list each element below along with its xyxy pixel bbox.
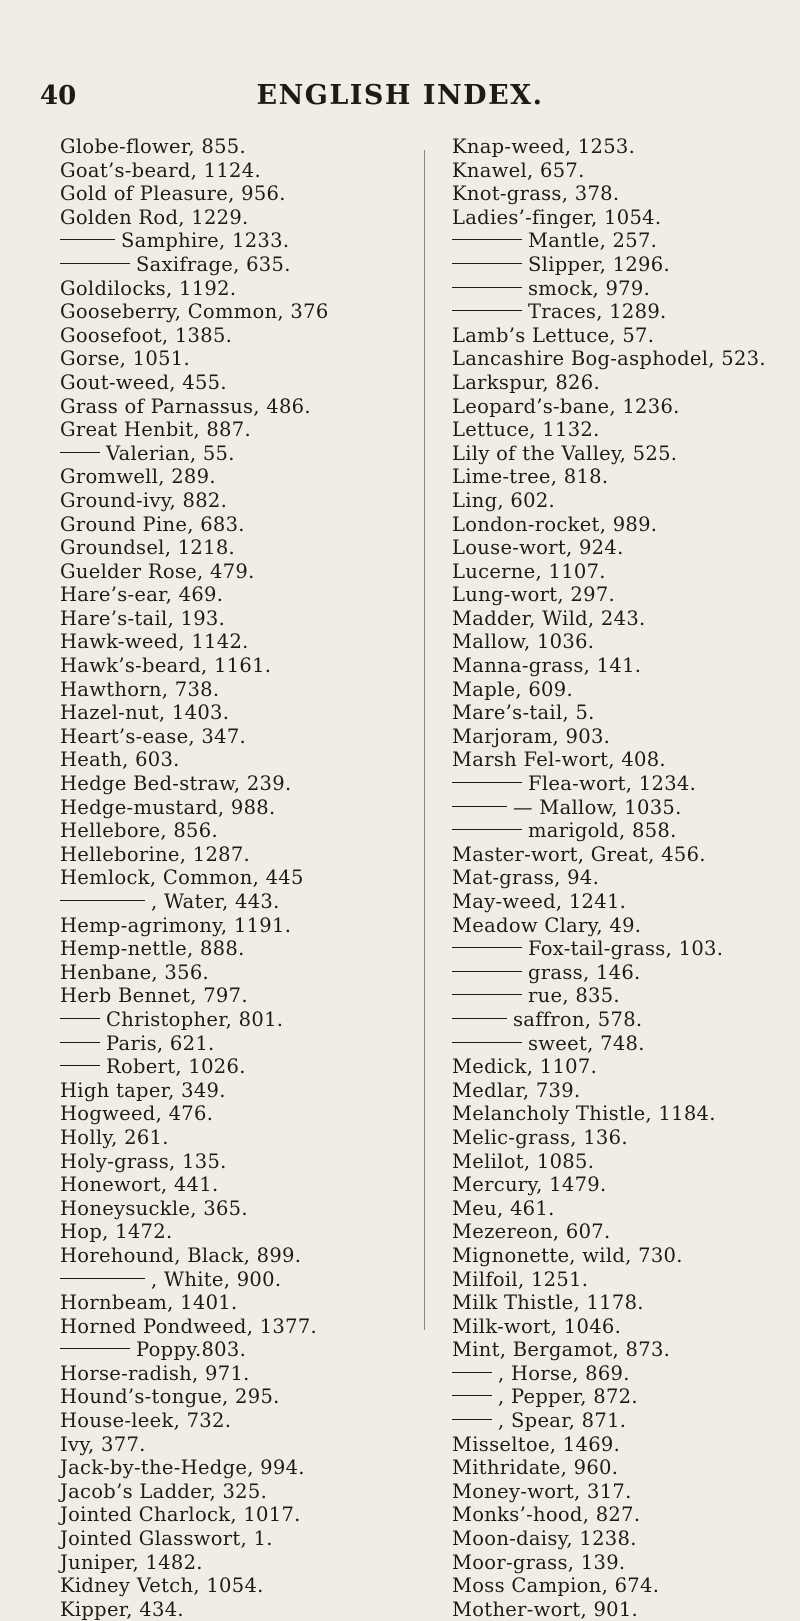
index-entry [60, 1598, 400, 1621]
index-entry [452, 1527, 797, 1551]
ditto-dash [452, 806, 507, 807]
index-entry-text: High taper, 349. [60, 1078, 226, 1102]
index-entry-text: Marjoram, 903. [452, 724, 611, 748]
index-entry-text: Flea-wort, 1234. [528, 772, 697, 796]
index-entry-text: Hemp-agrimony, 1191. [60, 913, 292, 937]
index-entry [60, 1503, 400, 1527]
index-entry [452, 206, 797, 230]
index-entry [452, 937, 797, 961]
index-entry [60, 1456, 400, 1480]
index-entry-text: Moon-daisy, 1238. [452, 1527, 637, 1551]
index-entry-text: , White, 900. [151, 1267, 282, 1291]
index-entry [452, 1456, 797, 1480]
index-entry [60, 418, 400, 442]
index-entry-text: May-weed, 1241. [452, 890, 627, 913]
ditto-dash [452, 1372, 492, 1373]
index-entry-text: saffron, 578. [513, 1007, 643, 1031]
index-entry-text: Herb Bennet, 797. [60, 984, 248, 1008]
index-entry-text: Melilot, 1085. [452, 1149, 595, 1173]
index-entry-text: smock, 979. [528, 276, 651, 300]
index-entry-text: Kidney Vetch, 1054. [60, 1574, 264, 1598]
index-entry-text: Moss Campion, 674. [452, 1574, 660, 1598]
ditto-dash [452, 1042, 522, 1043]
index-entry-text: Hemlock, Common, 445 [60, 866, 304, 890]
index-entry-text: Horned Pondweed, 1377. [60, 1314, 318, 1338]
index-entry-text: Ivy, 377. [60, 1432, 146, 1456]
index-entry [452, 1291, 797, 1315]
index-entry [452, 678, 797, 702]
index-entry [452, 725, 797, 749]
index-entry-text: Lime-tree, 818. [452, 465, 609, 489]
index-entry-text: — Mallow, 1035. [513, 795, 682, 819]
index-entry-text: Hare’s-ear, 469. [60, 583, 224, 607]
right-index-column [452, 135, 797, 1621]
index-entry [452, 300, 797, 324]
index-entry [452, 536, 797, 560]
ditto-dash [452, 971, 522, 972]
ditto-dash [452, 1018, 507, 1019]
index-entry-text: Louse-wort, 924. [452, 536, 624, 560]
index-entry [60, 1574, 400, 1598]
index-entry [452, 1268, 797, 1292]
index-entry-text: Leopard’s-bane, 1236. [452, 394, 680, 418]
index-entry [452, 1433, 797, 1457]
page-header [0, 78, 800, 118]
index-entry [60, 748, 400, 772]
index-entry-text: Fox-tail-grass, 103. [528, 937, 724, 961]
index-entry [452, 843, 797, 867]
ditto-dash [452, 782, 522, 783]
index-entry-text: Moor-grass, 139. [452, 1550, 626, 1574]
index-entry [60, 1338, 400, 1362]
index-entry [452, 819, 797, 843]
ditto-dash [452, 994, 522, 995]
index-entry [60, 937, 400, 961]
index-entry [452, 489, 797, 513]
index-entry [452, 914, 797, 938]
index-entry [452, 442, 797, 466]
left-index-column [60, 135, 400, 1621]
index-entry [452, 277, 797, 301]
index-entry [452, 1079, 797, 1103]
index-entry-text: House-leek, 732. [60, 1409, 232, 1433]
index-entry [60, 371, 400, 395]
index-entry-text: Milfoil, 1251. [452, 1267, 589, 1291]
index-entry-text: Holly, 261. [60, 1125, 169, 1149]
index-entry [60, 1032, 400, 1056]
index-entry-text: Knap-weed, 1253. [452, 135, 636, 158]
index-entry-text: Guelder Rose, 479. [60, 559, 255, 583]
index-entry [452, 654, 797, 678]
index-entry-text: Gout-weed, 455. [60, 370, 227, 394]
index-entry-text: London-rocket, 989. [452, 512, 658, 536]
index-entry [452, 1244, 797, 1268]
ditto-dash [452, 947, 522, 948]
index-entry [60, 135, 400, 159]
index-entry-text: Hemp-nettle, 888. [60, 937, 245, 961]
index-entry-text: Hop, 1472. [60, 1220, 173, 1244]
index-entry-text: Mezereon, 607. [452, 1220, 611, 1244]
index-entry-text: Honewort, 441. [60, 1173, 219, 1197]
index-entry-text: Gromwell, 289. [60, 465, 216, 489]
index-entry-text: , Spear, 871. [498, 1409, 627, 1433]
index-entry [452, 1362, 797, 1386]
index-entry-text: Mercury, 1479. [452, 1173, 607, 1197]
index-entry-text: Marsh Fel-wort, 408. [452, 748, 666, 772]
index-entry [60, 1197, 400, 1221]
index-entry [60, 489, 400, 513]
index-entry-text: Grass of Parnassus, 486. [60, 394, 311, 418]
index-entry-text: Hogweed, 476. [60, 1102, 214, 1126]
index-entry [60, 843, 400, 867]
index-entry [60, 630, 400, 654]
index-entry-text: Lamb’s Lettuce, 57. [452, 323, 655, 347]
page-number: 40 [40, 81, 77, 111]
column-divider [424, 150, 425, 1330]
index-entry-text: Traces, 1289. [528, 300, 667, 324]
index-entry [60, 654, 400, 678]
index-entry [452, 890, 797, 914]
index-entry [452, 1598, 797, 1621]
index-entry-text: Globe-flower, 855. [60, 135, 246, 158]
index-entry [60, 253, 400, 277]
index-entry-text: Mithridate, 960. [452, 1456, 619, 1480]
index-entry [452, 1032, 797, 1056]
index-entry-text: Gold of Pleasure, 956. [60, 182, 286, 206]
index-entry [452, 1150, 797, 1174]
index-entry-text: Hedge-mustard, 988. [60, 795, 276, 819]
index-entry-text: Honeysuckle, 365. [60, 1196, 248, 1220]
index-entry-text: Mantle, 257. [528, 229, 658, 253]
index-entry [60, 1433, 400, 1457]
index-entry-text: grass, 146. [528, 960, 641, 984]
index-entry [60, 1315, 400, 1339]
index-entry-text: Master-wort, Great, 456. [452, 842, 706, 866]
index-entry [452, 135, 797, 159]
index-entry-text: Lucerne, 1107. [452, 559, 606, 583]
index-entry-text: Mint, Bergamot, 873. [452, 1338, 671, 1362]
index-entry-text: Meadow Clary, 49. [452, 913, 642, 937]
index-entry-text: Ground Pine, 683. [60, 512, 245, 536]
index-entry-text: Mother-wort, 901. [452, 1597, 639, 1621]
index-entry-text: Robert, 1026. [106, 1055, 246, 1079]
index-entry-text: marigold, 858. [528, 819, 677, 843]
index-entry [60, 1008, 400, 1032]
index-entry-text: Hawk-weed, 1142. [60, 630, 249, 654]
index-entry [60, 229, 400, 253]
index-entry [452, 229, 797, 253]
index-entry-text: Paris, 621. [106, 1031, 215, 1055]
index-entry [452, 1173, 797, 1197]
index-entry-text: Hornbeam, 1401. [60, 1291, 238, 1315]
ditto-dash [452, 239, 522, 240]
index-entry-text: Meu, 461. [452, 1196, 555, 1220]
index-entry [452, 1338, 797, 1362]
index-entry [60, 442, 400, 466]
index-entry-text: Milk-wort, 1046. [452, 1314, 622, 1338]
index-entry-text: Valerian, 55. [106, 441, 235, 465]
index-entry [60, 1244, 400, 1268]
index-entry [60, 701, 400, 725]
index-entry [60, 1385, 400, 1409]
index-entry-text: Poppy.803. [136, 1338, 247, 1362]
index-entry [452, 701, 797, 725]
index-entry-text: Heart’s-ease, 347. [60, 724, 247, 748]
index-entry-text: Lung-wort, 297. [452, 583, 616, 607]
index-entry [452, 748, 797, 772]
index-entry-text: Slipper, 1296. [528, 252, 670, 276]
index-entry [60, 300, 400, 324]
index-entry-text: Monks’-hood, 827. [452, 1503, 641, 1527]
index-entry [60, 159, 400, 183]
index-entry [60, 513, 400, 537]
index-entry [60, 395, 400, 419]
index-entry [60, 1126, 400, 1150]
index-entry [60, 560, 400, 584]
index-entry-text: Groundsel, 1218. [60, 536, 236, 560]
index-entry-text: Lily of the Valley, 525. [452, 441, 678, 465]
index-entry-text: Jack-by-the-Hedge, 994. [60, 1456, 305, 1480]
ditto-dash [60, 263, 130, 264]
index-entry [60, 324, 400, 348]
ditto-dash [60, 1042, 100, 1043]
index-entry [60, 796, 400, 820]
ditto-dash [452, 1419, 492, 1420]
index-entry [60, 1480, 400, 1504]
index-entry [452, 1197, 797, 1221]
index-entry [452, 1126, 797, 1150]
index-entry [452, 465, 797, 489]
index-entry [60, 890, 400, 914]
index-entry-text: Juniper, 1482. [60, 1550, 203, 1574]
index-entry [452, 630, 797, 654]
index-entry-text: Lancashire Bog-asphodel, 523. [452, 347, 766, 371]
ditto-dash [60, 1278, 145, 1279]
index-entry [452, 1008, 797, 1032]
index-entry-text: Hedge Bed-straw, 239. [60, 772, 292, 796]
index-entry [60, 206, 400, 230]
index-entry [60, 277, 400, 301]
ditto-dash [60, 1065, 100, 1066]
index-entry [452, 347, 797, 371]
index-entry [60, 1079, 400, 1103]
index-entry-text: Money-wort, 317. [452, 1479, 632, 1503]
index-entry [60, 1551, 400, 1575]
ditto-dash [452, 829, 522, 830]
index-entry [452, 866, 797, 890]
index-entry [452, 772, 797, 796]
index-entry [60, 1220, 400, 1244]
index-entry-text: Jacob’s Ladder, 325. [60, 1479, 268, 1503]
index-entry [60, 984, 400, 1008]
index-entry [60, 182, 400, 206]
ditto-dash [452, 263, 522, 264]
index-entry-text: Helleborine, 1287. [60, 842, 251, 866]
index-entry [452, 418, 797, 442]
index-entry-text: rue, 835. [528, 984, 620, 1008]
index-entry-text: , Pepper, 872. [498, 1385, 638, 1409]
index-entry-text: Saxifrage, 635. [136, 252, 291, 276]
index-entry-text: Milk Thistle, 1178. [452, 1291, 644, 1315]
ditto-dash [60, 239, 115, 240]
ditto-dash [452, 310, 522, 311]
index-entry [60, 1150, 400, 1174]
index-entry-text: Ladies’-finger, 1054. [452, 205, 662, 229]
index-entry [452, 1315, 797, 1339]
ditto-dash [452, 287, 522, 288]
index-entry [60, 914, 400, 938]
index-entry [452, 961, 797, 985]
index-entry [452, 984, 797, 1008]
index-entry-text: Knot-grass, 378. [452, 182, 620, 206]
index-entry [60, 678, 400, 702]
index-entry [452, 395, 797, 419]
index-entry [452, 1409, 797, 1433]
index-entry [60, 1268, 400, 1292]
index-entry-text: Madder, Wild, 243. [452, 606, 646, 630]
index-entry [60, 1102, 400, 1126]
index-entry [60, 1409, 400, 1433]
index-entry [452, 583, 797, 607]
index-entry [452, 1503, 797, 1527]
index-entry-text: Mat-grass, 94. [452, 866, 600, 890]
index-entry [452, 796, 797, 820]
index-entry [452, 607, 797, 631]
index-entry-text: Gorse, 1051. [60, 347, 191, 371]
index-entry [60, 607, 400, 631]
index-entry-text: Horse-radish, 971. [60, 1361, 250, 1385]
index-entry [452, 253, 797, 277]
index-entry-text: Ground-ivy, 882. [60, 488, 228, 512]
index-entry-text: Manna-grass, 141. [452, 654, 642, 678]
index-entry-text: Hawk’s-beard, 1161. [60, 654, 272, 678]
index-entry [452, 1385, 797, 1409]
index-entry-text: Mallow, 1036. [452, 630, 595, 654]
ditto-dash [60, 452, 100, 453]
index-entry-text: Golden Rod, 1229. [60, 205, 249, 229]
index-entry-text: Medlar, 739. [452, 1078, 581, 1102]
index-entry [60, 961, 400, 985]
index-entry-text: Goldilocks, 1192. [60, 276, 237, 300]
index-entry [60, 1291, 400, 1315]
index-entry-text: Melic-grass, 136. [452, 1125, 628, 1149]
index-entry-text: Goosefoot, 1385. [60, 323, 233, 347]
index-entry-text: Hare’s-tail, 193. [60, 606, 226, 630]
index-entry-text: Samphire, 1233. [121, 229, 290, 253]
index-entry [452, 371, 797, 395]
index-entry [452, 1220, 797, 1244]
index-entry-text: Lettuce, 1132. [452, 418, 600, 442]
index-entry-text: Medick, 1107. [452, 1055, 598, 1079]
index-entry [60, 819, 400, 843]
index-entry-text: Hawthorn, 738. [60, 677, 220, 701]
index-entry-text: Horehound, Black, 899. [60, 1243, 302, 1267]
index-entry [452, 182, 797, 206]
index-entry [452, 1574, 797, 1598]
index-entry-text: , Water, 443. [151, 890, 280, 913]
ditto-dash [60, 1348, 130, 1349]
index-entry [60, 347, 400, 371]
index-entry-text: Mare’s-tail, 5. [452, 701, 595, 725]
index-entry-text: Holy-grass, 135. [60, 1149, 227, 1173]
index-entry-text: Larkspur, 826. [452, 370, 600, 394]
index-entry-text: Hazel-nut, 1403. [60, 701, 230, 725]
index-entry [452, 560, 797, 584]
index-entry [60, 583, 400, 607]
index-entry-text: Heath, 603. [60, 748, 180, 772]
index-entry [452, 1480, 797, 1504]
index-entry-text: Goat’s-beard, 1124. [60, 158, 261, 182]
index-entry [452, 513, 797, 537]
index-entry [60, 1173, 400, 1197]
ditto-dash [452, 1395, 492, 1396]
index-entry-text: Hellebore, 856. [60, 819, 218, 843]
running-title: ENGLISH INDEX. [256, 80, 544, 111]
index-entry [452, 159, 797, 183]
index-entry [452, 1102, 797, 1126]
index-entry [60, 465, 400, 489]
ditto-dash [60, 1018, 100, 1019]
index-entry-text: Hound’s-tongue, 295. [60, 1385, 280, 1409]
index-entry-text: Jointed Glasswort, 1. [60, 1527, 273, 1551]
index-entry-text: Great Henbit, 887. [60, 418, 251, 442]
index-entry-text: Henbane, 356. [60, 960, 210, 984]
index-entry [452, 324, 797, 348]
index-entry-text: sweet, 748. [528, 1031, 645, 1055]
ditto-dash [60, 900, 145, 901]
index-entry [60, 1362, 400, 1386]
index-entry-text: Melancholy Thistle, 1184. [452, 1102, 716, 1126]
index-entry [452, 1055, 797, 1079]
index-entry [60, 1527, 400, 1551]
index-entry-text: Kipper, 434. [60, 1597, 184, 1621]
index-entry-text: Maple, 609. [452, 677, 573, 701]
index-entry-text: , Horse, 869. [498, 1361, 630, 1385]
index-entry-text: Jointed Charlock, 1017. [60, 1503, 301, 1527]
index-entry-text: Misseltoe, 1469. [452, 1432, 621, 1456]
index-entry-text: Knawel, 657. [452, 158, 585, 182]
index-entry [60, 866, 400, 890]
index-entry-text: Mignonette, wild, 730. [452, 1243, 683, 1267]
index-entry [452, 1551, 797, 1575]
index-entry [60, 772, 400, 796]
index-entry-text: Ling, 602. [452, 488, 556, 512]
index-entry [60, 725, 400, 749]
index-entry-text: Christopher, 801. [106, 1007, 284, 1031]
index-entry [60, 536, 400, 560]
index-entry-text: Gooseberry, Common, 376 [60, 300, 329, 324]
index-entry [60, 1055, 400, 1079]
